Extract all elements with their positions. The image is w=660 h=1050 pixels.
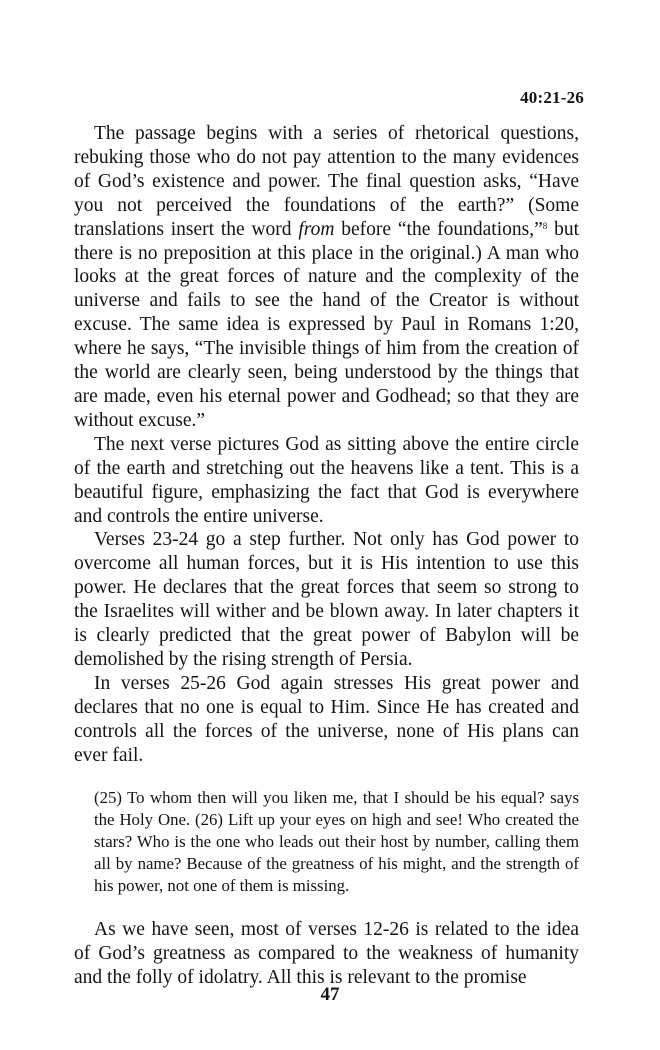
paragraph-5: As we have seen, most of verses 12-26 is related to the idea of God’s greatness as compared to the weakness of humanity and the folly of idolatry. All this is relevant to the promise [74, 919, 579, 989]
paragraph-1-text-b: before “the foundations,” [334, 218, 543, 240]
page-number: 47 [320, 984, 340, 1005]
italic-word: from [298, 218, 335, 240]
running-head: 40:21-26 [520, 88, 584, 107]
paragraph-1 [74, 122, 579, 433]
paragraph-3: Verses 23-24 go a step further. Not only has God power to overcome all human forces, but it is His intention to use this power. He declares that the great forces that seem so strong to the Israelites will wither and be blown away. In later chapters it is clearly predicted that the great power of Babylon will be demolished by the rising strength of Persia. [74, 529, 579, 670]
paragraph-1-text-a: The passage begins with a series of rhetorical questions, rebuking those who do not pay attention to the many evidences of God’s existence and power. The final question asks, “Have you not perceived the foundations of the earth?” (Some translations insert the word [74, 123, 579, 240]
paragraph-1-text-c: but there is no preposition at this place in the original.) A man who looks at the great forces of nature and the complexity of the universe and fails to see the hand of the Creator is without excuse. The same idea is expressed by Paul in Romans 1:20, where he says, “The invisible things of him from the creation of the world are clearly seen, being understood by the things that are made, even his eternal power and Godhead; so that they are without excuse.” [74, 218, 579, 431]
paragraph-2: The next verse pictures God as sitting above the entire circle of the earth and stretching out the heavens like a tent. This is a beautiful figure, emphasizing the fact that God is everywhere and controls the entire universe. [74, 433, 579, 527]
scripture-quote: (25) To whom then will you liken me, that I should be his equal? says the Holy One. (26) Lift up your eyes on high and see! Who created the stars? Who is the one who leads out their host by number, calling them all by name? Because of the greatness of his might, and the strength of his power, not one of them is missing. [94, 788, 579, 895]
paragraph-4: In verses 25-26 God again stresses His great power and declares that no one is equal to Him. Since He has created and controls all the forces of the universe, none of His plans can ever fail. [74, 672, 579, 766]
footnote-marker: 8 [542, 220, 548, 231]
body-text [74, 122, 579, 990]
